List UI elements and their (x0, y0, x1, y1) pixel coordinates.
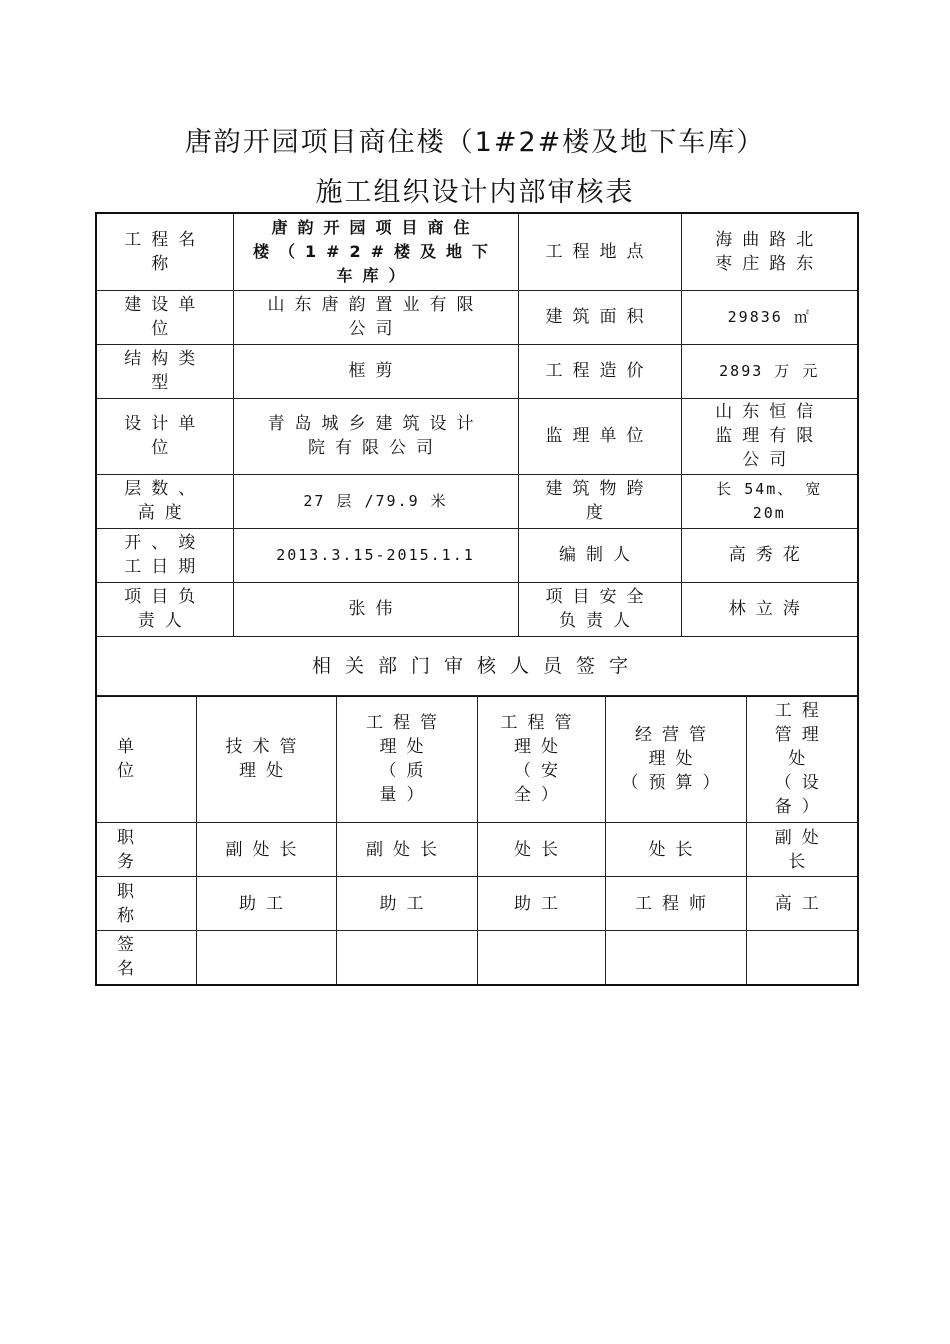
table-row (96, 398, 858, 474)
label-supervision-unit: 监理单位 (518, 398, 681, 474)
table-cell: 助工 (196, 877, 336, 931)
table-row (96, 931, 858, 985)
value-structure-type: 框剪 (233, 344, 518, 398)
column-header-equipment-dept: 工程 管理 处 （设 备） (746, 696, 858, 823)
table-cell: 副处长 (336, 823, 477, 877)
value-project-location: 海曲路北 枣庄路东 (681, 213, 858, 290)
table-cell: 工程师 (605, 877, 746, 931)
table-row (96, 636, 858, 696)
signature-cell[interactable] (605, 931, 746, 985)
table-cell: 助工 (477, 877, 605, 931)
label-project-cost: 工程造价 (518, 344, 681, 398)
review-signature-table (95, 695, 859, 986)
signature-cell[interactable] (336, 931, 477, 985)
column-header-unit: 单 位 (96, 696, 196, 823)
row-label-signature: 签 名 (96, 931, 196, 985)
table-row (96, 528, 858, 582)
table-row (96, 474, 858, 528)
value-project-cost: 2893 万 元 (681, 344, 858, 398)
signature-cell[interactable] (196, 931, 336, 985)
table-cell: 助工 (336, 877, 477, 931)
table-row (96, 582, 858, 636)
label-author: 编制人 (518, 528, 681, 582)
table-cell: 处长 (605, 823, 746, 877)
label-client: 建设单 位 (96, 290, 233, 344)
title-line-2: 施工组织设计内部审核表 (315, 177, 635, 208)
table-row (96, 696, 858, 823)
value-safety-manager: 林立涛 (681, 582, 858, 636)
table-row (96, 823, 858, 877)
table-row (96, 290, 858, 344)
value-floors-height: 27 层 /79.9 米 (233, 474, 518, 528)
column-header-tech-dept: 技术管 理处 (196, 696, 336, 823)
column-header-safety-dept: 工程管 理处 （安 全） (477, 696, 605, 823)
row-label-title: 职 称 (96, 877, 196, 931)
label-project-location: 工程地点 (518, 213, 681, 290)
label-building-span: 建筑物跨 度 (518, 474, 681, 528)
label-safety-manager: 项目安全 负责人 (518, 582, 681, 636)
table-cell: 处长 (477, 823, 605, 877)
label-structure-type: 结构类 型 (96, 344, 233, 398)
table-row (96, 213, 858, 290)
label-floor-area: 建筑面积 (518, 290, 681, 344)
table-row (96, 344, 858, 398)
value-design-unit: 青岛城乡建筑设计 院有限公司 (233, 398, 518, 474)
project-info-table (95, 212, 859, 697)
table-cell: 副处 长 (746, 823, 858, 877)
label-design-unit: 设计单 位 (96, 398, 233, 474)
value-project-manager: 张伟 (233, 582, 518, 636)
row-label-position: 职 务 (96, 823, 196, 877)
label-project-name: 工程名 称 (96, 213, 233, 290)
table-row (96, 877, 858, 931)
table-cell: 副处长 (196, 823, 336, 877)
title-line-1: 唐韵开园项目商住楼（1#2#楼及地下车库） (184, 127, 766, 158)
value-schedule: 2013.3.15-2015.1.1 (233, 528, 518, 582)
signature-cell[interactable] (746, 931, 858, 985)
column-header-quality-dept: 工程管 理处 （质 量） (336, 696, 477, 823)
value-client: 山东唐韵置业有限 公司 (233, 290, 518, 344)
value-supervision-unit: 山东恒信 监理有限 公司 (681, 398, 858, 474)
table-cell: 高工 (746, 877, 858, 931)
signature-cell[interactable] (477, 931, 605, 985)
label-floors-height: 层数、 高度 (96, 474, 233, 528)
value-floor-area: 29836 ㎡ (681, 290, 858, 344)
column-header-budget-dept: 经营管 理处 （预算） (605, 696, 746, 823)
label-project-manager: 项目负 责人 (96, 582, 233, 636)
value-author: 高秀花 (681, 528, 858, 582)
value-building-span: 长 54m、 宽 20m (681, 474, 858, 528)
review-header: 相关部门审核人员签字 (96, 636, 858, 696)
label-schedule: 开、竣 工日期 (96, 528, 233, 582)
value-project-name: 唐韵开园项目商住 楼（1#2#楼及地下 车库） (233, 213, 518, 290)
